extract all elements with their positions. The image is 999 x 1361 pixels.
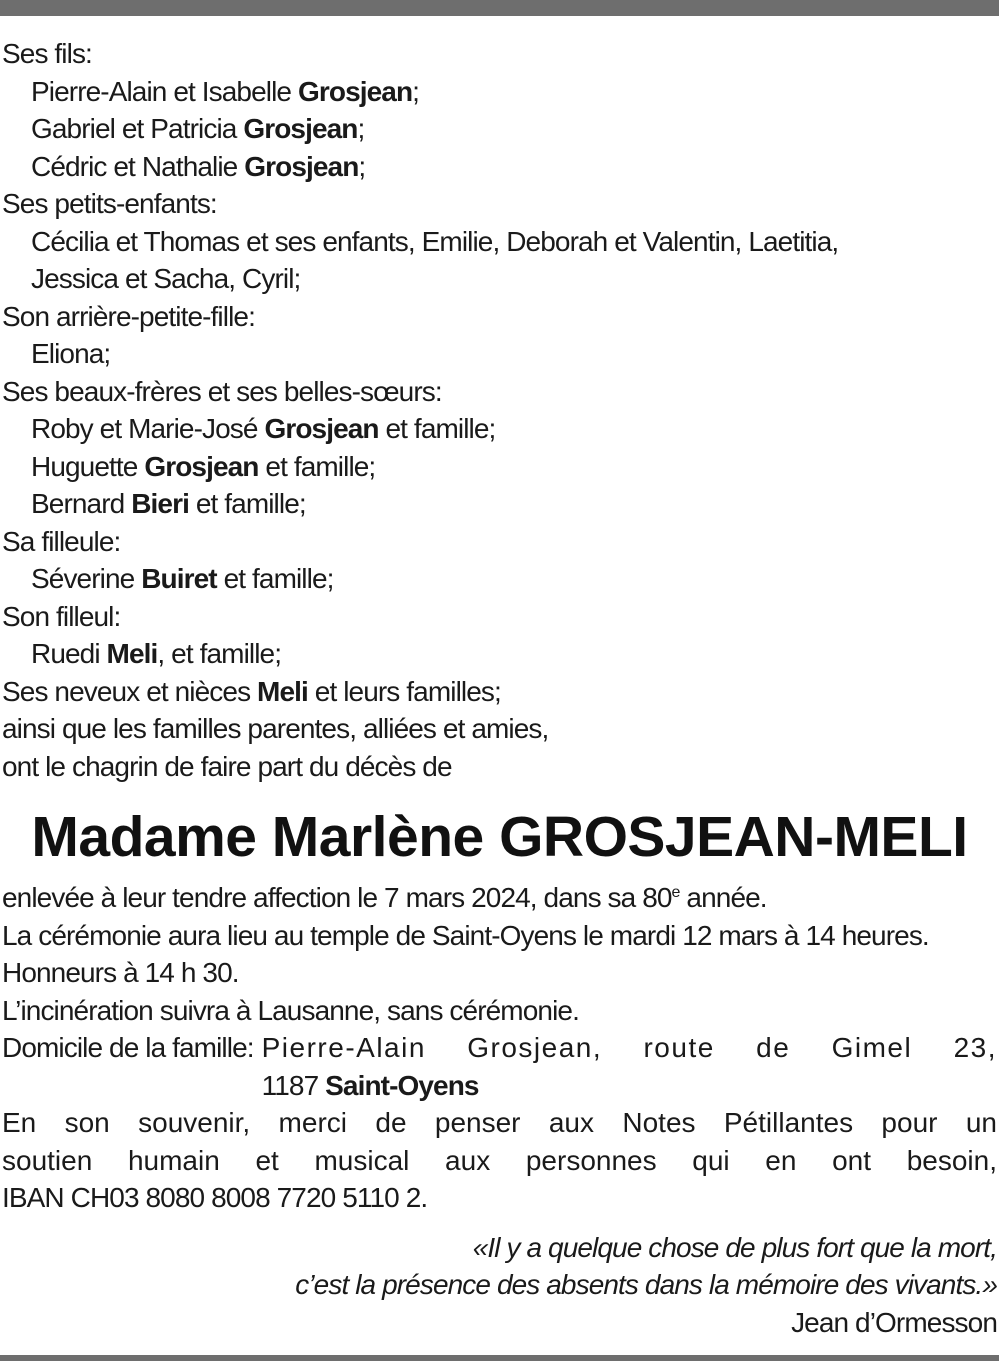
section-label-beaux-freres: Ses beaux-frères et ses belles-sœurs: (2, 375, 442, 407)
section-label-fils: Ses fils: (2, 38, 92, 69)
enlevee-line: enlevée à leur tendre affection le 7 mars 2024, dans sa 80e année. (2, 882, 767, 913)
bottom-border-rule (0, 1355, 999, 1361)
ceremony-line: La cérémonie aura lieu au temple de Saint-Oyens le mardi 12 mars à 14 heures. (2, 919, 929, 951)
section-label-petits-enfants: Ses petits-enfants: (2, 188, 217, 219)
family-member-line: Roby et Marie-José Grosjean et famille; (31, 413, 496, 444)
quote-line: c’est la présence des absents dans la mémoire des vivants.» (295, 1269, 997, 1300)
iban-line: IBAN CH03 8080 8008 7720 5110 2. (2, 1182, 428, 1213)
address-value (254, 1029, 997, 1104)
closing-line: ainsi que les familles parentes, alliées et amies, (2, 713, 549, 744)
family-member-line: Bernard Bieri et famille; (31, 488, 306, 519)
section-label-filleul: Son filleul: (2, 600, 121, 632)
closing-line: ont le chagrin de faire part du décès de (2, 750, 452, 782)
souvenir-line: En son souvenir, merci de penser aux Notes Pétillantes pour un (2, 1107, 997, 1138)
address-label: Domicile de la famille: (2, 1032, 254, 1063)
honneurs-line: Honneurs à 14 h 30. (2, 957, 239, 988)
quote-author: Jean d’Ormesson (791, 1306, 997, 1338)
souvenir-line: soutien humain et musical aux personnes qui en ont besoin, (2, 1144, 997, 1176)
family-address (2, 1029, 997, 1104)
address-street: Pierre-Alain Grosjean, route de Gimel 23, (261, 1032, 997, 1063)
deceased-name-heading: Madame Marlène GROSJEAN-MELI (31, 805, 968, 869)
quote-line: «Il y a quelque chose de plus fort que la mort, (472, 1231, 997, 1263)
family-member-line: Cécilia et Thomas et ses enfants, Emilie, Deborah et Valentin, Laetitia, (31, 225, 839, 257)
memorial-quote (2, 1229, 997, 1304)
family-member-line: Pierre-Alain et Isabelle Grosjean; (31, 75, 420, 107)
family-member-line: Eliona; (31, 338, 111, 369)
family-member-line: Jessica et Sacha, Cyril; (31, 263, 301, 294)
section-label-filleule: Sa filleule: (2, 525, 121, 557)
family-member-line: Ruedi Meli, et famille; (31, 638, 282, 669)
family-member-line: Séverine Buiret et famille; (31, 563, 334, 594)
family-member-line: Gabriel et Patricia Grosjean; (31, 113, 365, 144)
obituary-notice (2, 35, 997, 1341)
section-label-arriere-petite-fille: Son arrière-petite-fille: (2, 300, 255, 332)
neveux-line: Ses neveux et nièces Meli et leurs familles; (2, 675, 501, 707)
address-city-line: 1187 Saint-Oyens (261, 1069, 479, 1101)
family-member-line: Huguette Grosjean et famille; (31, 450, 376, 482)
top-border-rule (0, 0, 999, 16)
incineration-line: L’incinération suivra à Lausanne, sans cérémonie. (2, 994, 579, 1026)
family-member-line: Cédric et Nathalie Grosjean; (31, 150, 366, 182)
